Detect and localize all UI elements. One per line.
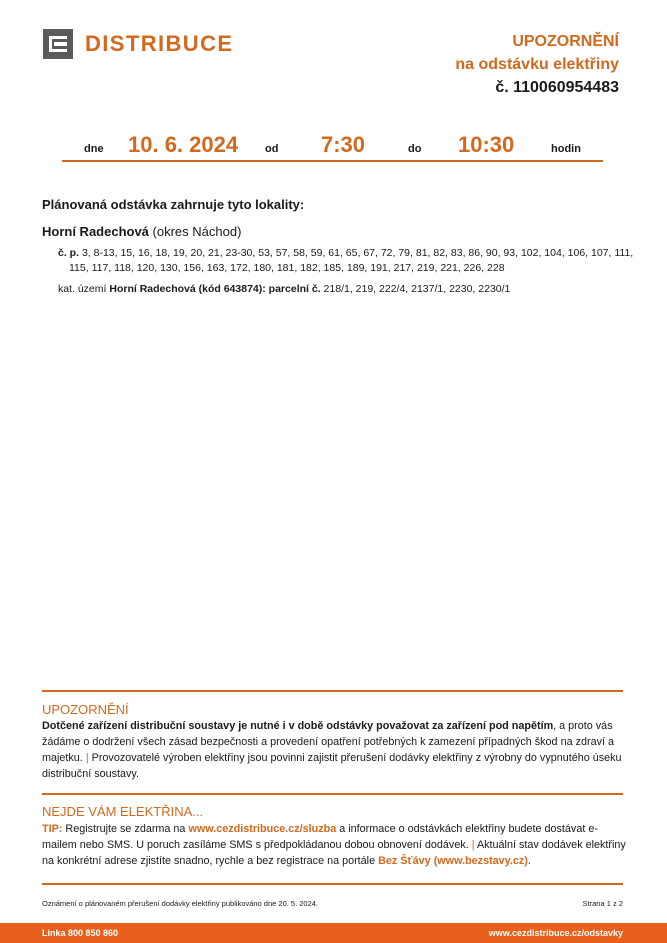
tip-label: TIP:	[42, 823, 63, 835]
portal-link[interactable]: (www.bezstavy.cz)	[433, 855, 528, 867]
cadastral-area	[58, 283, 510, 295]
warning-title: UPOZORNĚNÍ	[42, 702, 129, 717]
outage-to: 10:30	[458, 132, 515, 157]
warning-text1: , a proto vás žádáme o dodržení všech zásad bezpečnosti a provedení opatření potřebných k zamezení případných škod na zdraví a majetku.	[42, 720, 614, 764]
label-hodin: hodin	[551, 143, 581, 155]
tip-text1: Registrujte se zdarma na	[65, 823, 186, 835]
warning-separator: |	[85, 752, 89, 764]
warning-text	[42, 718, 626, 782]
tip-title: NEJDE VÁM ELEKTŘINA...	[42, 804, 204, 819]
footer-bar	[0, 923, 667, 943]
cp-list: 3, 8-13, 15, 16, 18, 19, 20, 21, 23-30, 53, 57, 58, 59, 61, 65, 67, 72, 79, 81, 82, 83, 86, 90, 93, 102, 104, 106, 107, 111, 115, 117, 118, 120, 130, 156, 163, 172, 180, 181, 182, 185, 189, 191, 217, 219, 221, 226, 228	[69, 247, 634, 274]
company-logo	[43, 29, 233, 59]
parcel-list: 218/1, 219, 222/4, 2137/1, 2230, 2230/1	[323, 283, 511, 295]
localities-intro: Plánovaná odstávka zahrnuje tyto lokality:	[42, 197, 305, 212]
notice-number: č. 110060954483	[495, 79, 619, 96]
tip-divider	[42, 793, 623, 795]
label-dne: dne	[84, 143, 104, 155]
website-link[interactable]: www.cezdistribuce.cz/odstavky	[488, 928, 623, 938]
tip-text	[42, 821, 626, 869]
label-do: do	[408, 143, 422, 155]
portal-name[interactable]: Bez Šťávy	[378, 855, 431, 867]
brand-name: DISTRIBUCE	[85, 31, 234, 56]
hotline[interactable]: Linka 800 850 860	[42, 928, 119, 938]
tip-separator: |	[471, 839, 475, 851]
outage-date-line	[62, 128, 603, 162]
tip-text2: a informace o odstávkách elektřiny budete dostávat e-mailem nebo SMS. U poruch zasíláme SMS s předpokládanou dobou obnovení dodávek.	[42, 823, 598, 851]
warning-bold: Dotčené zařízení distribuční soustavy je nutné i v době odstávky považovat za zařízení pod napětím	[42, 720, 554, 732]
warning-divider	[42, 690, 623, 692]
page-number: Strana 1 z 2	[582, 899, 623, 908]
cp-label: č. p.	[58, 247, 80, 259]
kat-name: Horní Radechová	[109, 283, 196, 295]
notice-subtitle: na odstávku elektřiny	[455, 56, 619, 73]
locality-name: Horní Radechová	[42, 224, 149, 239]
house-numbers	[58, 246, 639, 276]
outage-from: 7:30	[321, 132, 366, 157]
notice-title: UPOZORNĚNÍ	[512, 33, 619, 50]
tip-text3: Aktuální stav dodávek elektřiny na konkrétní adrese zjistíte snadno, rychle a bez registrace na portále	[42, 839, 626, 867]
footer-divider	[42, 883, 623, 885]
warning-text2: Provozovatelé výroben elektřiny jsou povinni zajistit přerušení dodávky elektřiny z výrobny do vypnutého úseku distribuční soustavy.	[42, 752, 622, 780]
outage-date: 10. 6. 2024	[128, 132, 239, 157]
tip-end: .	[527, 855, 531, 867]
notice-header	[455, 30, 619, 99]
registration-link[interactable]: www.cezdistribuce.cz/sluzba	[188, 823, 337, 835]
cez-logo-icon	[43, 29, 73, 59]
locality-district: (okres Náchod)	[152, 224, 242, 239]
kat-prefix: kat. území	[58, 283, 107, 295]
label-od: od	[265, 143, 279, 155]
publication-note: Oznámení o plánovaném přerušení dodávky elektřiny publikováno dne 20. 5. 2024.	[42, 899, 319, 908]
locality-title	[42, 224, 241, 239]
kat-code: (kód 643874): parcelní č.	[198, 283, 321, 295]
